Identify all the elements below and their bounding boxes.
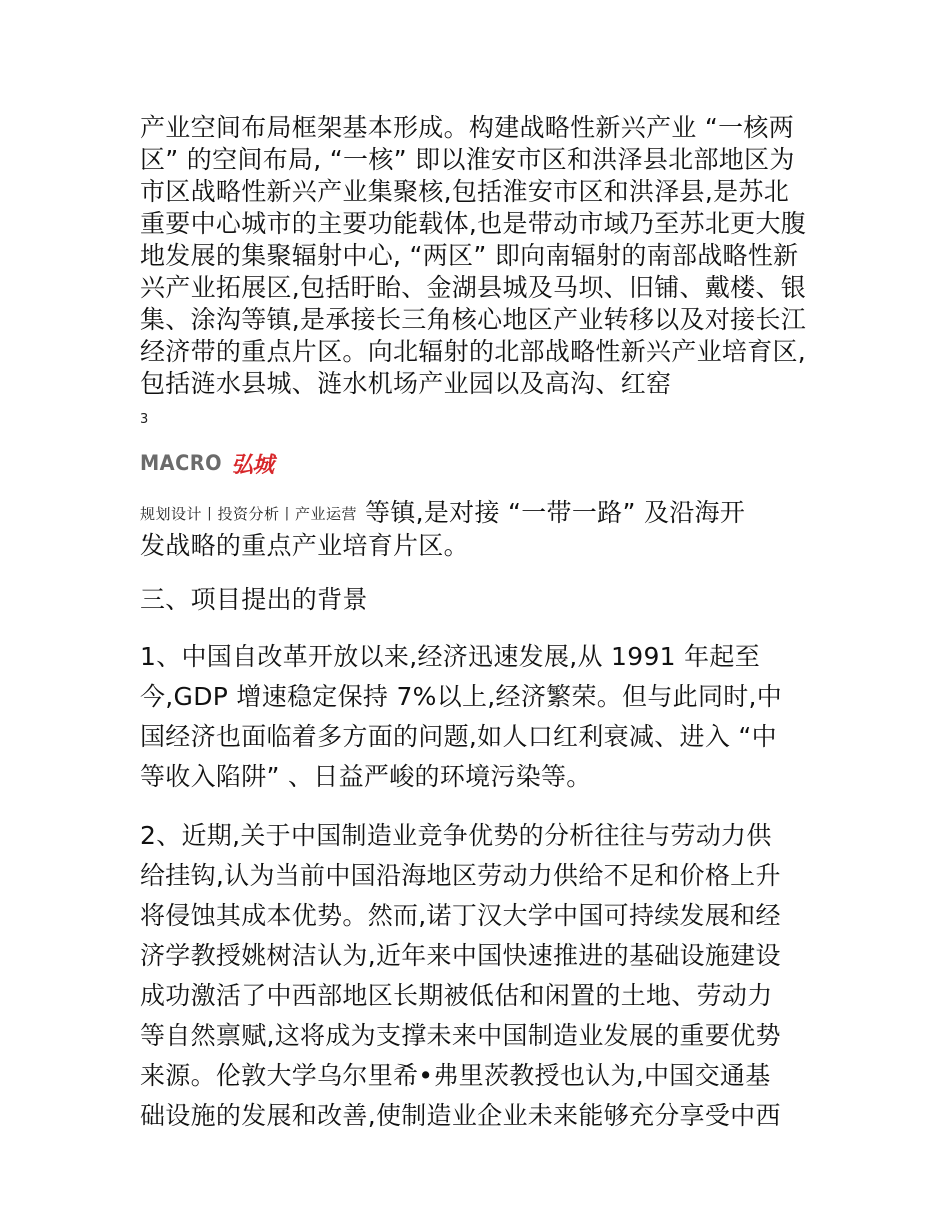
- text-line: 济学教授姚树洁认为,近年来中国快速推进的基础设施建设: [140, 941, 781, 970]
- text-line: 集、涂沟等镇,是承接长三角核心地区产业转移以及对接长江: [140, 305, 807, 334]
- section-title: 三、项目提出的背景: [140, 585, 368, 614]
- text-line: 来源。伦敦大学乌尔里希•弗里茨教授也认为,中国交通基: [140, 1061, 771, 1090]
- paragraph-1: [140, 637, 820, 797]
- paragraph-2: [140, 816, 820, 1136]
- text-fragment: 等镇,是对接 “一带一路” 及沿海开: [365, 498, 746, 527]
- text-line: 将侵蚀其成本优势。然而,诺丁汉大学中国可持续发展和经: [140, 901, 781, 930]
- text-line: 2、近期,关于中国制造业竞争优势的分析往往与劳动力供: [140, 821, 772, 850]
- text-line: 等自然禀赋,这将成为支撑未来中国制造业发展的重要优势: [140, 1021, 781, 1050]
- section-heading: [140, 584, 820, 616]
- text-line: 重要中心城市的主要功能载体,也是带动市域乃至苏北更大腹: [140, 209, 807, 238]
- text-line: 给挂钩,认为当前中国沿海地区劳动力供给不足和价格上升: [140, 861, 781, 890]
- logo-mark: 弘城: [231, 452, 274, 478]
- text-line: 成功激活了中西部地区长期被低估和闲置的土地、劳动力: [140, 981, 773, 1010]
- text-line: 产业空间布局框架基本形成。构建战略性新兴产业 “一核两: [140, 113, 795, 142]
- text-line: 今,GDP 增速稳定保持 7%以上,经济繁荣。但与此同时,中: [140, 682, 783, 711]
- text-line: 兴产业拓展区,包括盱眙、金湖县城及马坝、旧铺、戴楼、银: [140, 273, 807, 302]
- macro-logo: [140, 450, 273, 476]
- text-line: 区” 的空间布局, “一核” 即以淮安市区和洪泽县北部地区为: [140, 145, 795, 174]
- page-number: 3: [140, 412, 149, 427]
- text-line: 地发展的集聚辐射中心, “两区” 即向南辐射的南部战略性新: [140, 241, 799, 270]
- text-line-with-tagline: [140, 497, 820, 530]
- logo-text: MACRO: [140, 451, 222, 475]
- text-line: 础设施的发展和改善,使制造业企业未来能够充分享受中西: [140, 1101, 781, 1130]
- text-line: 包括涟水县城、涟水机场产业园以及高沟、红窑: [140, 369, 672, 398]
- text-line: 国经济也面临着多方面的问题,如人口红利衰减、进入 “中: [140, 722, 777, 751]
- top-paragraph: [140, 112, 820, 400]
- text-line: 发战略的重点产业培育片区。: [140, 531, 469, 560]
- text-line: 等收入陷阱” 、日益严峻的环境污染等。: [140, 762, 592, 791]
- continuation-paragraph: [140, 497, 820, 562]
- text-line: 市区战略性新兴产业集聚核,包括淮安市区和洪泽县,是苏北: [140, 177, 789, 206]
- text-line: 1、中国自改革开放以来,经济迅速发展,从 1991 年起至: [140, 642, 761, 671]
- company-tagline: 规划设计丨投资分析丨产业运营: [140, 505, 358, 523]
- text-line: 经济带的重点片区。向北辐射的北部战略性新兴产业培育区,: [140, 337, 807, 366]
